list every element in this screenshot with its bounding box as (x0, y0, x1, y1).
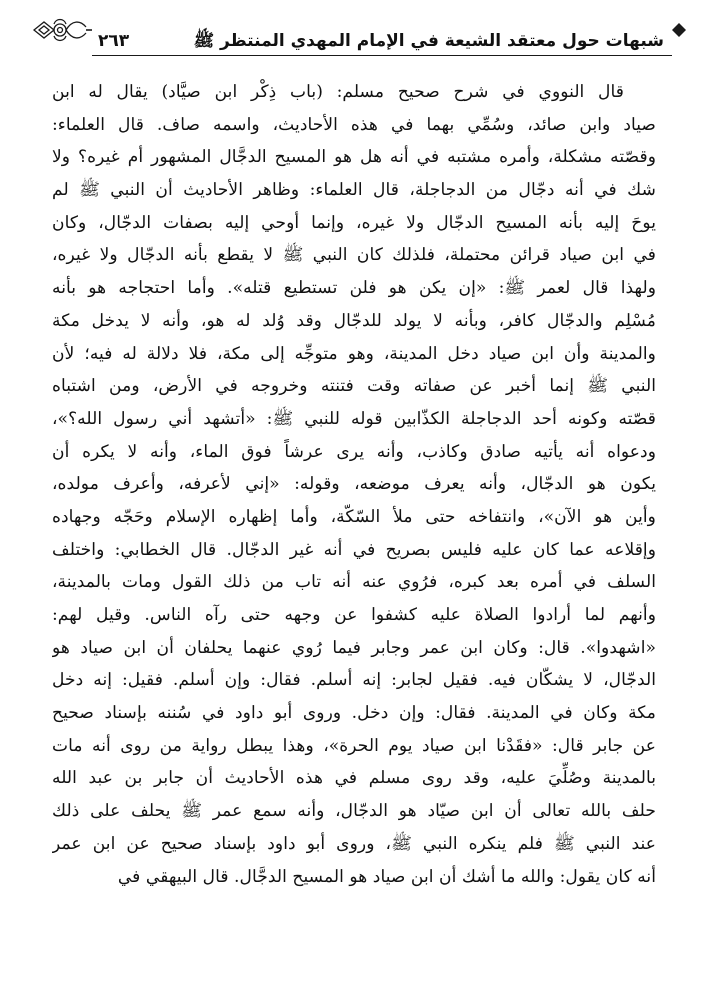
text-line: مكة وكان في المدينة. فقال: وإن دخل. وروى أبو داود في سُننه بإسناد صحيح (52, 703, 656, 724)
text-line: في ابن صياد قرائن محتملة، فلذلك كان النبي ﷺ لا يقطع بأنه الدجّال ولا غيره، (52, 245, 656, 266)
floral-ornament-icon (30, 14, 92, 46)
text-line: ولهذا قال لعمر ﷺ: «إن يكن هو فلن تستطيع قتله». وأما احتجاجه هو بأنه (52, 278, 656, 299)
running-header (0, 26, 708, 66)
running-title: شبهات حول معتقد الشيعة في الإمام المهدي المنتظر ﷺ (188, 30, 664, 55)
text-line: وأين هو الآن»، وانتفاخه حتى ملأ السّكّة، وأما إظهاره الإسلام وحَجّه وجهاده (52, 506, 656, 527)
text-line: وقصّته مشكلة، وأمره مشتبه في أنه هل هو المسيح الدجَّال المشهور أم غيره؟ ولا (52, 147, 656, 168)
text-line: مُسْلِم والدجّال كافر، وبأنه لا يولد للدجّال وقد وُلد له هو، وأنه لا يدخل مكة (52, 310, 656, 331)
text-line: وأنهم لما أرادوا الصلاة عليه كشفوا عن وجهه حتى رآه الناس. وقيل لهم: (52, 605, 656, 625)
text-line: وإقلاعه عما كان عليه فليس بصريح في أنه غير الدجّال. قال الخطابي: واختلف (52, 539, 656, 560)
text-line: صياد وابن صائد، وسُمِّي بهما في هذه الأحاديث، واسمه صاف. قال العلماء: (52, 114, 656, 135)
header-rule (92, 55, 672, 56)
text-line: يكون هو الدجّال، وأنه يعرف موضعه، وقوله: «إني لأعرفه، وأعرف مولده، (52, 474, 656, 495)
text-line: عن جابر قال: «فقَدْنا ابن صياد يوم الحرة»، وهذا يبطل رواية من روى أنه مات (52, 735, 656, 756)
text-line: قصّته وكونه أحد الدجاجلة الكذّابين قوله للنبي ﷺ: «أتشهد أني رسول الله؟»، (52, 408, 656, 429)
text-line: حلف بالله تعالى أن ابن صيّاد هو الدجّال، وأنه سمع عمر ﷺ يحلف على ذلك (52, 801, 656, 822)
text-line: عند النبي ﷺ فلم ينكره النبي ﷺ، وروى أبو داود بإسناد صحيح عن ابن عمر (52, 833, 656, 854)
text-line: السلف في أمره بعد كبره، فرُوي عنه أنه تاب من ذلك القول ومات بالمدينة، (52, 572, 656, 593)
page-number: ٢٦٣ (94, 31, 133, 51)
page-body (52, 76, 656, 893)
text-line: الدجّال، لا يشكّان فيه. فقيل لجابر: إنه أسلم. فقال: وإن أسلم. فقيل: إنه دخل (52, 670, 656, 691)
text-line: «اشهدوا». قال: وكان ابن عمر وجابر فيما رُوي عنهما يحلفان أن ابن صياد هو (52, 637, 656, 658)
diamond-ornament-icon (672, 23, 686, 37)
text-line: بالمدينة وصُلِّيَ عليه، وقد روى مسلم في هذه الأحاديث أن جابر بن عبد الله (52, 768, 656, 789)
text-line: قال النووي في شرح صحيح مسلم: (باب ذِكْر ابن صيَّاد) يقال له ابن (52, 82, 624, 102)
text-line: والمدينة وأن ابن صياد دخل المدينة، وهو متوجِّه إلى مكة، فلا دلالة له فيه؛ لأن (52, 343, 656, 364)
text-line: شك في أنه دجّال من الدجاجلة، قال العلماء: وظاهر الأحاديث أن النبي ﷺ لم (52, 180, 656, 201)
text-line: أنه كان يقول: والله ما أشك أن ابن صياد هو المسيح الدجَّال. قال البيهقي في (117, 866, 656, 887)
text-line: يوحَ إليه بأنه المسيح الدجّال ولا غيره، وإنما أوحي إليه بصفات الدجّال، وكان (52, 212, 656, 233)
text-line: النبي ﷺ إنما أخبر عن صفاته وقت فتنته وخروجه في الأرض، ومن اشتباه (52, 376, 656, 397)
text-line: ودعواه أنه يأتيه صادق وكاذب، وأنه يرى عرشاً فوق الماء، وأنه لا يكره أن (52, 441, 656, 462)
